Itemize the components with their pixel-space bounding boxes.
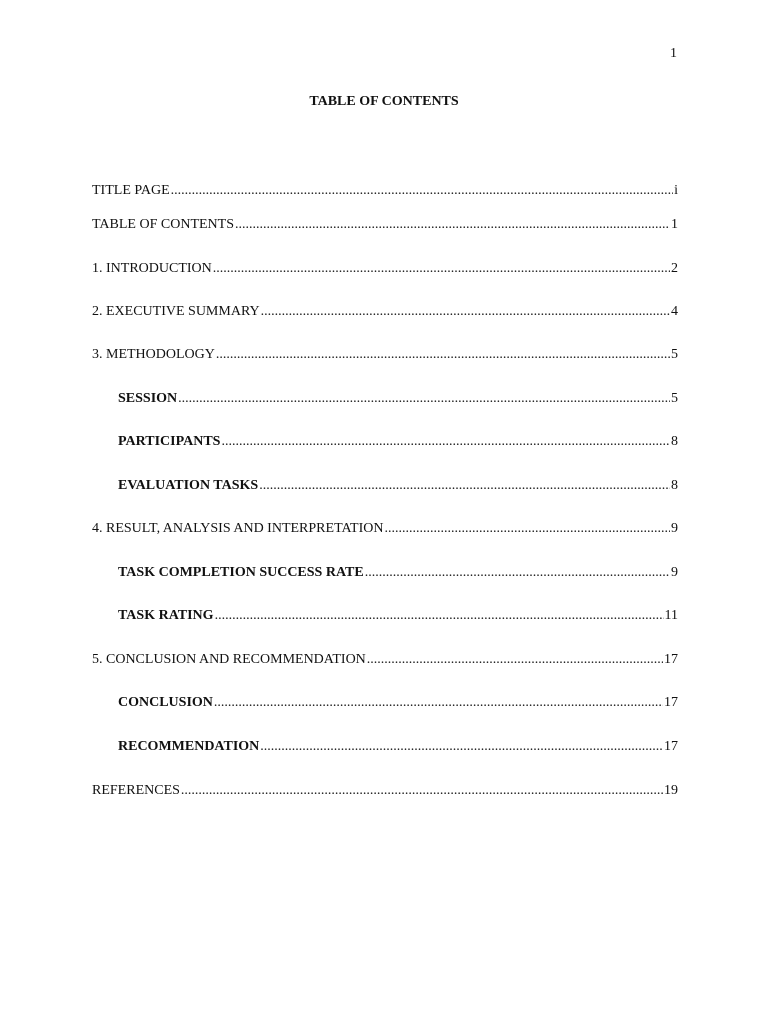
toc-entry-task-rating bbox=[118, 607, 678, 625]
toc-entry-page: 4 bbox=[671, 304, 678, 319]
toc-leader-dots bbox=[221, 433, 670, 451]
toc-leader-dots bbox=[178, 390, 670, 408]
toc-entry-label: TASK RATING bbox=[118, 608, 214, 623]
toc-entry-page: 17 bbox=[664, 739, 678, 754]
toc-leader-dots bbox=[260, 738, 663, 756]
toc-leader-dots bbox=[213, 260, 670, 278]
toc-leader-dots bbox=[215, 607, 664, 625]
toc-leader-dots bbox=[181, 782, 663, 800]
toc-entry-page: 11 bbox=[664, 608, 678, 623]
toc-entry-label: TASK COMPLETION SUCCESS RATE bbox=[118, 565, 364, 580]
page-number: 1 bbox=[670, 46, 677, 61]
toc-entry-label: REFERENCES bbox=[92, 783, 180, 798]
toc-entry-label: TABLE OF CONTENTS bbox=[92, 217, 234, 232]
toc-entry-page: 9 bbox=[671, 565, 678, 580]
toc-leader-dots bbox=[367, 651, 663, 669]
toc-entry-page: 5 bbox=[671, 391, 678, 406]
toc-entry-page: i bbox=[674, 183, 678, 198]
toc-entry-conclusion bbox=[118, 694, 678, 712]
toc-entry-references bbox=[92, 782, 678, 800]
toc-entry-page: 8 bbox=[671, 478, 678, 493]
page-title: TABLE OF CONTENTS bbox=[309, 94, 459, 109]
toc-leader-dots bbox=[216, 346, 670, 364]
toc-entry-page: 19 bbox=[664, 783, 678, 798]
toc-entry-label: TITLE PAGE bbox=[92, 183, 170, 198]
toc-entry-label: CONCLUSION bbox=[118, 695, 213, 710]
toc-entry-label: EVALUATION TASKS bbox=[118, 478, 259, 493]
toc-entry-table-of-contents bbox=[92, 216, 678, 234]
toc-entry-page: 9 bbox=[671, 521, 678, 536]
toc-leader-dots bbox=[171, 182, 673, 200]
toc-leader-dots bbox=[261, 303, 670, 321]
toc-leader-dots bbox=[385, 520, 671, 538]
toc-leader-dots bbox=[214, 694, 663, 712]
toc-entry-session bbox=[118, 390, 678, 408]
toc-entry-title-page bbox=[92, 182, 678, 200]
toc-entry-label: 2. EXECUTIVE SUMMARY bbox=[92, 304, 260, 319]
toc-entry-executive-summary bbox=[92, 303, 678, 321]
toc-entry-label: SESSION bbox=[118, 391, 178, 406]
toc-entry-page: 8 bbox=[671, 434, 678, 449]
toc-leader-dots bbox=[259, 477, 670, 495]
toc-entry-methodology bbox=[92, 346, 678, 364]
toc-leader-dots bbox=[235, 216, 670, 234]
toc-entry-page: 5 bbox=[671, 347, 678, 362]
toc-entry-task-completion bbox=[118, 564, 678, 582]
toc-entry-conclusion-recommendation bbox=[92, 651, 678, 669]
toc-entry-label: RECOMMENDATION bbox=[118, 739, 260, 754]
toc-entry-label: 4. RESULT, ANALYSIS AND INTERPRETATION bbox=[92, 521, 384, 536]
toc-entry-result-analysis bbox=[92, 520, 678, 538]
toc-entry-page: 17 bbox=[664, 695, 678, 710]
toc-entry-page: 2 bbox=[671, 261, 678, 276]
toc-entry-participants bbox=[118, 433, 678, 451]
toc-entry-evaluation-tasks bbox=[118, 477, 678, 495]
toc-entry-page: 17 bbox=[664, 652, 678, 667]
toc-entry-page: 1 bbox=[671, 217, 678, 232]
toc-entry-label: PARTICIPANTS bbox=[118, 434, 221, 449]
toc-leader-dots bbox=[365, 564, 670, 582]
toc-entry-label: 3. METHODOLOGY bbox=[92, 347, 215, 362]
toc-entry-introduction bbox=[92, 260, 678, 278]
toc-entry-recommendation bbox=[118, 738, 678, 756]
toc-entry-label: 5. CONCLUSION AND RECOMMENDATION bbox=[92, 652, 366, 667]
toc-entry-label: 1. INTRODUCTION bbox=[92, 261, 212, 276]
